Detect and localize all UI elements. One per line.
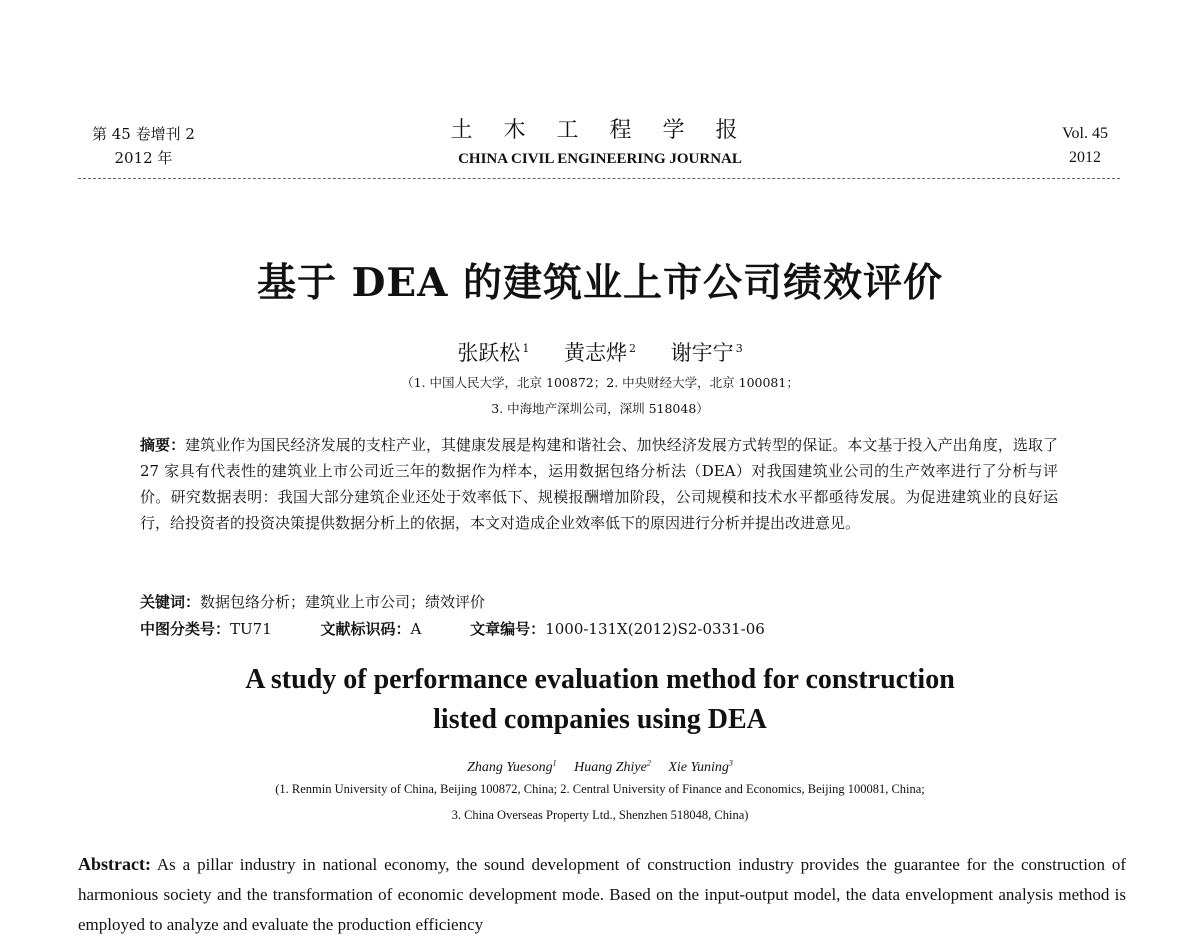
- keywords-cn-label: 关键词：: [140, 593, 201, 611]
- affiliation-cn-line2: 3. 中海地产深圳公司，深圳 518048）: [491, 401, 709, 416]
- volume-en: Vol. 45: [1062, 125, 1108, 142]
- abstract-en-label: Abstract:: [78, 854, 151, 874]
- header-right: [1062, 122, 1108, 170]
- authors-en: [0, 758, 1200, 776]
- abstract-cn-label: 摘要：: [140, 436, 186, 454]
- authors-cn: [0, 337, 1200, 367]
- document-code: 文献标识码：A: [320, 620, 422, 638]
- journal-name-cn: 土 木 工 程 学 报: [450, 118, 750, 143]
- title-en: [0, 660, 1200, 740]
- volume-issue: 第 45 卷增刊 2: [92, 125, 195, 143]
- year-cn: 2012 年: [114, 149, 173, 167]
- header-divider: [78, 178, 1120, 179]
- author-en: Zhang Yuesong$^1$: [467, 758, 557, 775]
- journal-name-en: CHINA CIVIL ENGINEERING JOURNAL: [458, 151, 742, 167]
- abstract-en-text: As a pillar industry in national economy, the sound development of construction industry provides the guarantee for the construction of harmonious society and the transformation of economic development mode. Based on the input-output model, the data envelopment analysis method is employed to analyze and evaluate the production efficiency: [78, 855, 1126, 934]
- affiliation-en-line2: 3. China Overseas Property Ltd., Shenzhen 518048, China): [451, 808, 749, 822]
- clc-code: 中图分类号：TU71: [140, 620, 272, 638]
- author-cn: 黄志烨 $^2$: [564, 341, 636, 365]
- year-en: 2012: [1069, 149, 1102, 166]
- title-en-line1: A study of performance evaluation method for construction: [245, 664, 955, 695]
- affiliation-en-line1: (1. Renmin University of China, Beijing 100872, China; 2. Central University of Finance and Economics, Beijing 100081, China;: [275, 782, 925, 796]
- abstract-en: [78, 849, 1126, 940]
- keywords-cn-text: 数据包络分析；建筑业上市公司；绩效评价: [200, 593, 486, 611]
- header-center: [0, 116, 1200, 170]
- author-cn: 张跃松 $^1$: [457, 341, 530, 365]
- abstract-cn: [140, 432, 1058, 536]
- article-number: 文章编号：1000-131X(2012)S2-0331-06: [470, 620, 765, 638]
- classification-row: [140, 616, 809, 642]
- keywords-cn: [140, 589, 485, 615]
- abstract-cn-text: 建筑业作为国民经济发展的支柱产业，其健康发展是构建和谐社会、加快经济发展方式转型的保证。本文基于投入产出角度，选取了 27 家具有代表性的建筑业上市公司近三年的数据作为样本，运用数据包络分析法（DEA）对我国建筑业公司的生产效率进行了分析与评价。研究数据表明：我国大部分建筑企业还处于效率低下、规模报酬增加阶段，公司规模和技术水平都亟待发展。为促进建筑业的良好运行，给投资者的投资决策提供数据分析上的依据，本文对造成企业效率低下的原因进行分析并提出改进意见。: [140, 436, 1058, 532]
- author-en: Huang Zhiye$^2$: [574, 758, 651, 775]
- author-cn: 谢宇宁 $^3$: [670, 341, 743, 365]
- author-en: Xie Yuning$^3$: [668, 758, 733, 775]
- title-cn: 基于 DEA 的建筑业上市公司绩效评价: [257, 260, 943, 306]
- affiliation-cn-line1: （1. 中国人民大学，北京 100872；2. 中央财经大学，北京 100081；: [401, 375, 799, 390]
- title-en-line2: listed companies using DEA: [433, 704, 767, 735]
